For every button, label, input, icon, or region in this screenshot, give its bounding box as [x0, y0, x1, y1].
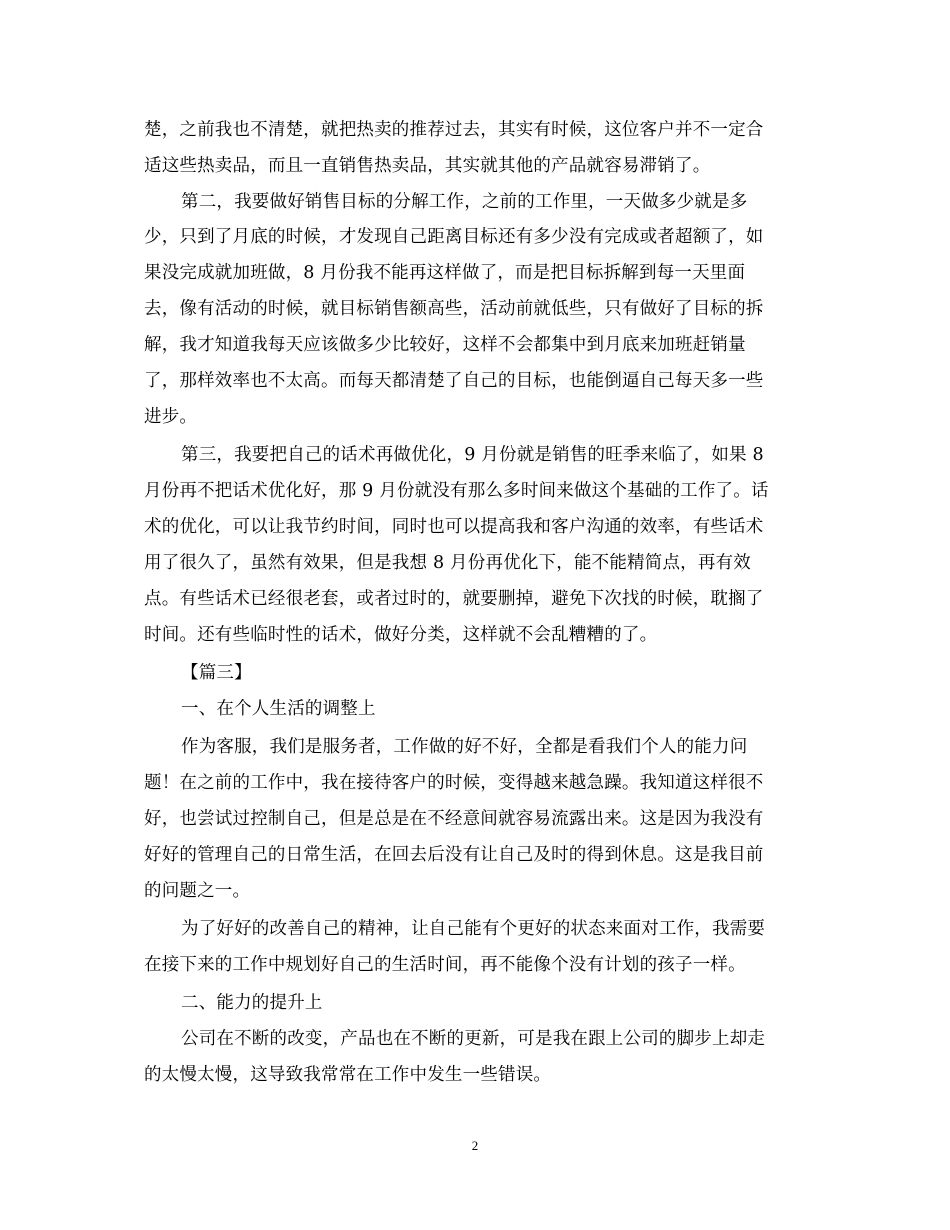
text-line: 为了好好的改善自己的精神，让自己能有个更好的状态来面对工作，我需要 [181, 919, 766, 939]
text-line: 的问题之一。 [144, 881, 251, 901]
text-line: 用了很久了，虽然有效果，但是我想 8 月份再优化下，能不能精简点，再有效 [144, 553, 751, 573]
text-line: 点。有些话术已经很老套，或者过时的，就要删掉，避免下次找的时候，耽搁了 [144, 589, 764, 609]
text-line: 时间。还有些临时性的话术，做好分类，这样就不会乱糟糟的了。 [144, 625, 658, 645]
text-line: 果没完成就加班做，8 月份我不能再这样做了，而是把目标拆解到每一天里面 [144, 263, 746, 283]
text-line: 楚，之前我也不清楚，就把热卖的推荐过去，其实有时候，这位客户并不一定合 [144, 120, 764, 140]
text-line: 去，像有活动的时候，就目标销售额高些，活动前就低些，只有做好了目标的拆 [144, 299, 764, 319]
text-line: 解，我才知道我每天应该做多少比较好，这样不会都集中到月底来加班赶销量 [144, 335, 746, 355]
text-line: 公司在不断的改变，产品也在不断的更新，可是我在跟上公司的脚步上却走 [181, 1029, 766, 1049]
text-line: 月份再不把话术优化好，那 9 月份就没有那么多时间来做这个基础的工作了。话 [144, 481, 769, 501]
text-line: 少，只到了月底的时候，才发现自己距离目标还有多少没有完成或者超额了，如 [144, 227, 764, 247]
subsection-heading: 二、能力的提升上 [181, 993, 323, 1013]
text-line: 第三，我要把自己的话术再做优化，9 月份就是销售的旺季来临了，如果 8 [181, 445, 764, 465]
text-line: 作为客服，我们是服务者，工作做的好不好，全都是看我们个人的能力问 [181, 737, 748, 757]
text-line: 题！在之前的工作中，我在接待客户的时候，变得越来越急躁。我知道这样很不 [144, 773, 764, 793]
text-line: 好好的管理自己的日常生活，在回去后没有让自己及时的得到休息。这是我目前 [144, 845, 764, 865]
section-heading: 【篇三】 [181, 663, 252, 683]
text-line: 好，也尝试过控制自己，但是总是在不经意间就容易流露出来。这是因为我没有 [144, 809, 764, 829]
text-line: 的太慢太慢，这导致我常常在工作中发生一些错误。 [144, 1065, 552, 1085]
subsection-heading: 一、在个人生活的调整上 [181, 699, 376, 719]
text-line: 第二，我要做好销售目标的分解工作，之前的工作里，一天做多少就是多 [181, 192, 748, 212]
page-number: 2 [471, 1138, 479, 1153]
text-line: 术的优化，可以让我节约时间，同时也可以提高我和客户沟通的效率，有些话术 [144, 517, 764, 537]
text-line: 在接下来的工作中规划好自己的生活时间，再不能像个没有计划的孩子一样。 [144, 955, 746, 975]
text-line: 进步。 [144, 407, 198, 427]
text-line: 适这些热卖品，而且一直销售热卖品，其实就其他的产品就容易滞销了。 [144, 156, 711, 176]
text-line: 了，那样效率也不太高。而每天都清楚了自己的目标，也能倒逼自己每天多一些 [144, 371, 764, 391]
